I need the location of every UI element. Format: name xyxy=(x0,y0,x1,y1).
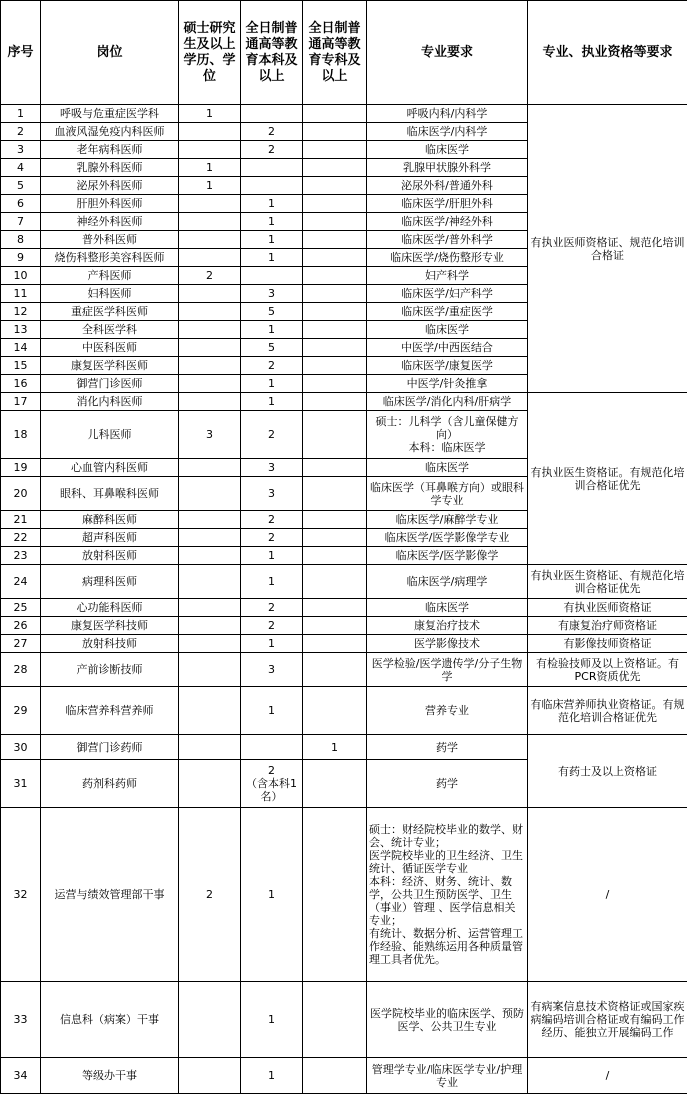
college-count xyxy=(303,529,367,547)
major-requirement: 临床医学/普外科学 xyxy=(367,231,528,249)
table-row xyxy=(1,617,687,635)
post-name: 产科医师 xyxy=(41,267,179,285)
bachelor-count: 3 xyxy=(241,459,303,477)
row-number: 26 xyxy=(1,617,41,635)
header-major: 专业要求 xyxy=(367,1,528,105)
major-requirement: 乳腺甲状腺外科学 xyxy=(367,159,528,177)
major-requirement: 妇产科学 xyxy=(367,267,528,285)
college-count xyxy=(303,565,367,599)
row-number: 24 xyxy=(1,565,41,599)
major-requirement: 临床医学/病理学 xyxy=(367,565,528,599)
table-row xyxy=(1,599,687,617)
bachelor-count: 5 xyxy=(241,339,303,357)
row-number: 13 xyxy=(1,321,41,339)
college-count: 1 xyxy=(303,735,367,760)
major-requirement: 药学 xyxy=(367,760,528,808)
post-name: 御营门诊医师 xyxy=(41,375,179,393)
post-name: 康复医学科医师 xyxy=(41,357,179,375)
major-requirement: 呼吸内科/内科学 xyxy=(367,105,528,123)
row-number: 33 xyxy=(1,982,41,1058)
major-requirement: 临床医学 xyxy=(367,141,528,159)
row-number: 16 xyxy=(1,375,41,393)
college-count xyxy=(303,687,367,735)
master-count xyxy=(179,653,241,687)
header-master: 硕士研究生及以上学历、学位 xyxy=(179,1,241,105)
college-count xyxy=(303,141,367,159)
master-count xyxy=(179,375,241,393)
college-count xyxy=(303,411,367,459)
post-name: 乳腺外科医师 xyxy=(41,159,179,177)
master-count: 1 xyxy=(179,105,241,123)
table-row xyxy=(1,635,687,653)
row-number: 2 xyxy=(1,123,41,141)
qualification-requirement: 有执业医生资格证、有规范化培训合格证优先 xyxy=(528,565,687,599)
college-count xyxy=(303,321,367,339)
college-count xyxy=(303,808,367,982)
college-count xyxy=(303,653,367,687)
major-requirement: 医学影像技术 xyxy=(367,635,528,653)
row-number: 29 xyxy=(1,687,41,735)
master-count xyxy=(179,687,241,735)
college-count xyxy=(303,249,367,267)
master-count: 1 xyxy=(179,159,241,177)
master-count xyxy=(179,599,241,617)
table-row xyxy=(1,565,687,599)
bachelor-count: 1 xyxy=(241,195,303,213)
bachelor-count: 2 xyxy=(241,411,303,459)
post-name: 产前诊断技师 xyxy=(41,653,179,687)
row-number: 34 xyxy=(1,1058,41,1094)
post-name: 妇科医师 xyxy=(41,285,179,303)
row-number: 15 xyxy=(1,357,41,375)
bachelor-count: 2 （含本科1名） xyxy=(241,760,303,808)
college-count xyxy=(303,547,367,565)
row-number: 31 xyxy=(1,760,41,808)
major-requirement: 营养专业 xyxy=(367,687,528,735)
row-number: 30 xyxy=(1,735,41,760)
college-count xyxy=(303,511,367,529)
qualification-requirement: 有康复治疗师资格证 xyxy=(528,617,687,635)
master-count xyxy=(179,123,241,141)
row-number: 28 xyxy=(1,653,41,687)
college-count xyxy=(303,375,367,393)
master-count: 2 xyxy=(179,808,241,982)
master-count: 1 xyxy=(179,177,241,195)
college-count xyxy=(303,285,367,303)
major-requirement: 临床医学 xyxy=(367,459,528,477)
master-count xyxy=(179,303,241,321)
master-count xyxy=(179,511,241,529)
row-number: 14 xyxy=(1,339,41,357)
college-count xyxy=(303,617,367,635)
master-count xyxy=(179,565,241,599)
qualification-requirement: / xyxy=(528,808,687,982)
major-requirement: 临床医学/麻醉学专业 xyxy=(367,511,528,529)
row-number: 7 xyxy=(1,213,41,231)
header-post: 岗位 xyxy=(41,1,179,105)
post-name: 临床营养科营养师 xyxy=(41,687,179,735)
post-name: 心血管内科医师 xyxy=(41,459,179,477)
post-name: 眼科、耳鼻喉科医师 xyxy=(41,477,179,511)
bachelor-count: 1 xyxy=(241,231,303,249)
major-requirement: 康复治疗技术 xyxy=(367,617,528,635)
major-requirement: 临床医学（耳鼻喉方向）或眼科学专业 xyxy=(367,477,528,511)
qualification-requirement: / xyxy=(528,1058,687,1094)
bachelor-count: 1 xyxy=(241,393,303,411)
bachelor-count: 1 xyxy=(241,635,303,653)
college-count xyxy=(303,982,367,1058)
college-count xyxy=(303,760,367,808)
bachelor-count: 2 xyxy=(241,599,303,617)
bachelor-count: 2 xyxy=(241,529,303,547)
row-number: 21 xyxy=(1,511,41,529)
major-requirement: 临床医学/内科学 xyxy=(367,123,528,141)
bachelor-count: 3 xyxy=(241,285,303,303)
college-count xyxy=(303,177,367,195)
master-count xyxy=(179,529,241,547)
header-bachelor: 全日制普通高等教育本科及以上 xyxy=(241,1,303,105)
major-requirement: 临床医学/康复医学 xyxy=(367,357,528,375)
college-count xyxy=(303,231,367,249)
table-row xyxy=(1,735,687,760)
major-requirement: 医学院校毕业的临床医学、预防医学、公共卫生专业 xyxy=(367,982,528,1058)
table-row xyxy=(1,105,687,123)
major-requirement: 临床医学 xyxy=(367,599,528,617)
bachelor-count xyxy=(241,105,303,123)
row-number: 1 xyxy=(1,105,41,123)
bachelor-count: 1 xyxy=(241,808,303,982)
row-number: 11 xyxy=(1,285,41,303)
college-count xyxy=(303,459,367,477)
bachelor-count xyxy=(241,159,303,177)
qualification-requirement: 有执业医生资格证。有规范化培训合格证优先 xyxy=(528,393,687,565)
row-number: 5 xyxy=(1,177,41,195)
bachelor-count: 2 xyxy=(241,617,303,635)
college-count xyxy=(303,393,367,411)
master-count xyxy=(179,1058,241,1094)
qualification-requirement: 有临床营养师执业资格证。有规范化培训合格证优先 xyxy=(528,687,687,735)
major-requirement: 临床医学/肝胆外科 xyxy=(367,195,528,213)
master-count xyxy=(179,617,241,635)
major-requirement: 管理学专业/临床医学专业/护理专业 xyxy=(367,1058,528,1094)
major-requirement: 临床医学/医学影像学专业 xyxy=(367,529,528,547)
bachelor-count: 3 xyxy=(241,653,303,687)
post-name: 全科医学科 xyxy=(41,321,179,339)
master-count xyxy=(179,477,241,511)
row-number: 4 xyxy=(1,159,41,177)
bachelor-count: 2 xyxy=(241,141,303,159)
post-name: 等级办干事 xyxy=(41,1058,179,1094)
post-name: 御营门诊药师 xyxy=(41,735,179,760)
bachelor-count: 1 xyxy=(241,982,303,1058)
row-number: 25 xyxy=(1,599,41,617)
major-requirement: 硕士：财经院校毕业的数学、财会、统计专业； 医学院校毕业的卫生经济、卫生统计、循证医学专业 本科：经济、财务、统计、数学，公共卫生预防医学、卫生（事业）管理 、医学信息相关专业； 有统计、数据分析、运营管理工作经验、能熟练运用各种质量管理工具者优先。 xyxy=(367,808,528,982)
bachelor-count xyxy=(241,177,303,195)
row-number: 23 xyxy=(1,547,41,565)
master-count xyxy=(179,547,241,565)
post-name: 老年病科医师 xyxy=(41,141,179,159)
major-requirement: 临床医学 xyxy=(367,321,528,339)
post-name: 信息科（病案）干事 xyxy=(41,982,179,1058)
major-requirement: 医学检验/医学遗传学/分子生物学 xyxy=(367,653,528,687)
college-count xyxy=(303,123,367,141)
bachelor-count: 1 xyxy=(241,565,303,599)
master-count xyxy=(179,195,241,213)
header-qualification: 专业、执业资格等要求 xyxy=(528,1,687,105)
row-number: 18 xyxy=(1,411,41,459)
post-name: 血液风湿免疫内科医师 xyxy=(41,123,179,141)
major-requirement: 临床医学/消化内科/肝病学 xyxy=(367,393,528,411)
table-row xyxy=(1,982,687,1058)
bachelor-count: 5 xyxy=(241,303,303,321)
table-row xyxy=(1,393,687,411)
master-count xyxy=(179,760,241,808)
post-name: 病理科医师 xyxy=(41,565,179,599)
college-count xyxy=(303,1058,367,1094)
college-count xyxy=(303,357,367,375)
row-number: 20 xyxy=(1,477,41,511)
master-count: 3 xyxy=(179,411,241,459)
master-count xyxy=(179,141,241,159)
post-name: 麻醉科医师 xyxy=(41,511,179,529)
college-count xyxy=(303,635,367,653)
major-requirement: 硕士：儿科学（含儿童保健方向） 本科：临床医学 xyxy=(367,411,528,459)
row-number: 6 xyxy=(1,195,41,213)
qualification-requirement: 有影像技师资格证 xyxy=(528,635,687,653)
post-name: 心功能科医师 xyxy=(41,599,179,617)
table-row xyxy=(1,687,687,735)
master-count: 2 xyxy=(179,267,241,285)
major-requirement: 中医学/中西医结合 xyxy=(367,339,528,357)
major-requirement: 药学 xyxy=(367,735,528,760)
major-requirement: 临床医学/重症医学 xyxy=(367,303,528,321)
post-name: 泌尿外科医师 xyxy=(41,177,179,195)
row-number: 27 xyxy=(1,635,41,653)
post-name: 消化内科医师 xyxy=(41,393,179,411)
college-count xyxy=(303,213,367,231)
master-count xyxy=(179,249,241,267)
college-count xyxy=(303,105,367,123)
college-count xyxy=(303,477,367,511)
college-count xyxy=(303,599,367,617)
college-count xyxy=(303,339,367,357)
master-count xyxy=(179,982,241,1058)
table-row xyxy=(1,808,687,982)
qualification-requirement: 有执业医师资格证、规范化培训合格证 xyxy=(528,105,687,393)
bachelor-count: 1 xyxy=(241,375,303,393)
master-count xyxy=(179,321,241,339)
major-requirement: 泌尿外科/普通外科 xyxy=(367,177,528,195)
table-row xyxy=(1,653,687,687)
qualification-requirement: 有病案信息技术资格证或国家疾病编码培训合格证或有编码工作经历、能独立开展编码工作 xyxy=(528,982,687,1058)
master-count xyxy=(179,735,241,760)
post-name: 康复医学科技师 xyxy=(41,617,179,635)
header-seq: 序号 xyxy=(1,1,41,105)
post-name: 运营与绩效管理部干事 xyxy=(41,808,179,982)
master-count xyxy=(179,285,241,303)
major-requirement: 中医学/针灸推拿 xyxy=(367,375,528,393)
college-count xyxy=(303,159,367,177)
master-count xyxy=(179,393,241,411)
bachelor-count: 1 xyxy=(241,1058,303,1094)
post-name: 重症医学科医师 xyxy=(41,303,179,321)
bachelor-count xyxy=(241,735,303,760)
master-count xyxy=(179,339,241,357)
master-count xyxy=(179,635,241,653)
major-requirement: 临床医学/烧伤整形专业 xyxy=(367,249,528,267)
bachelor-count: 1 xyxy=(241,321,303,339)
master-count xyxy=(179,213,241,231)
post-name: 烧伤科整形美容科医师 xyxy=(41,249,179,267)
table-row xyxy=(1,1058,687,1094)
row-number: 9 xyxy=(1,249,41,267)
college-count xyxy=(303,195,367,213)
bachelor-count xyxy=(241,267,303,285)
bachelor-count: 2 xyxy=(241,511,303,529)
post-name: 呼吸与危重症医学科 xyxy=(41,105,179,123)
college-count xyxy=(303,267,367,285)
row-number: 10 xyxy=(1,267,41,285)
bachelor-count: 2 xyxy=(241,357,303,375)
bachelor-count: 1 xyxy=(241,249,303,267)
post-name: 普外科医师 xyxy=(41,231,179,249)
bachelor-count: 3 xyxy=(241,477,303,511)
major-requirement: 临床医学/神经外科 xyxy=(367,213,528,231)
qualification-requirement: 有检验技师及以上资格证。有PCR资质优先 xyxy=(528,653,687,687)
major-requirement: 临床医学/妇产科学 xyxy=(367,285,528,303)
master-count xyxy=(179,357,241,375)
master-count xyxy=(179,459,241,477)
row-number: 17 xyxy=(1,393,41,411)
post-name: 中医科医师 xyxy=(41,339,179,357)
major-requirement: 临床医学/医学影像学 xyxy=(367,547,528,565)
row-number: 12 xyxy=(1,303,41,321)
header-college: 全日制普通高等教育专科及以上 xyxy=(303,1,367,105)
qualification-requirement: 有执业医师资格证 xyxy=(528,599,687,617)
post-name: 放射科医师 xyxy=(41,547,179,565)
post-name: 肝胆外科医师 xyxy=(41,195,179,213)
post-name: 药剂科药师 xyxy=(41,760,179,808)
header-row xyxy=(1,1,687,105)
master-count xyxy=(179,231,241,249)
bachelor-count: 1 xyxy=(241,687,303,735)
post-name: 放射科技师 xyxy=(41,635,179,653)
row-number: 8 xyxy=(1,231,41,249)
college-count xyxy=(303,303,367,321)
row-number: 32 xyxy=(1,808,41,982)
post-name: 儿科医师 xyxy=(41,411,179,459)
bachelor-count: 1 xyxy=(241,213,303,231)
bachelor-count: 2 xyxy=(241,123,303,141)
row-number: 22 xyxy=(1,529,41,547)
post-name: 超声科医师 xyxy=(41,529,179,547)
row-number: 19 xyxy=(1,459,41,477)
post-name: 神经外科医师 xyxy=(41,213,179,231)
row-number: 3 xyxy=(1,141,41,159)
bachelor-count: 1 xyxy=(241,547,303,565)
qualification-requirement: 有药士及以上资格证 xyxy=(528,735,687,808)
